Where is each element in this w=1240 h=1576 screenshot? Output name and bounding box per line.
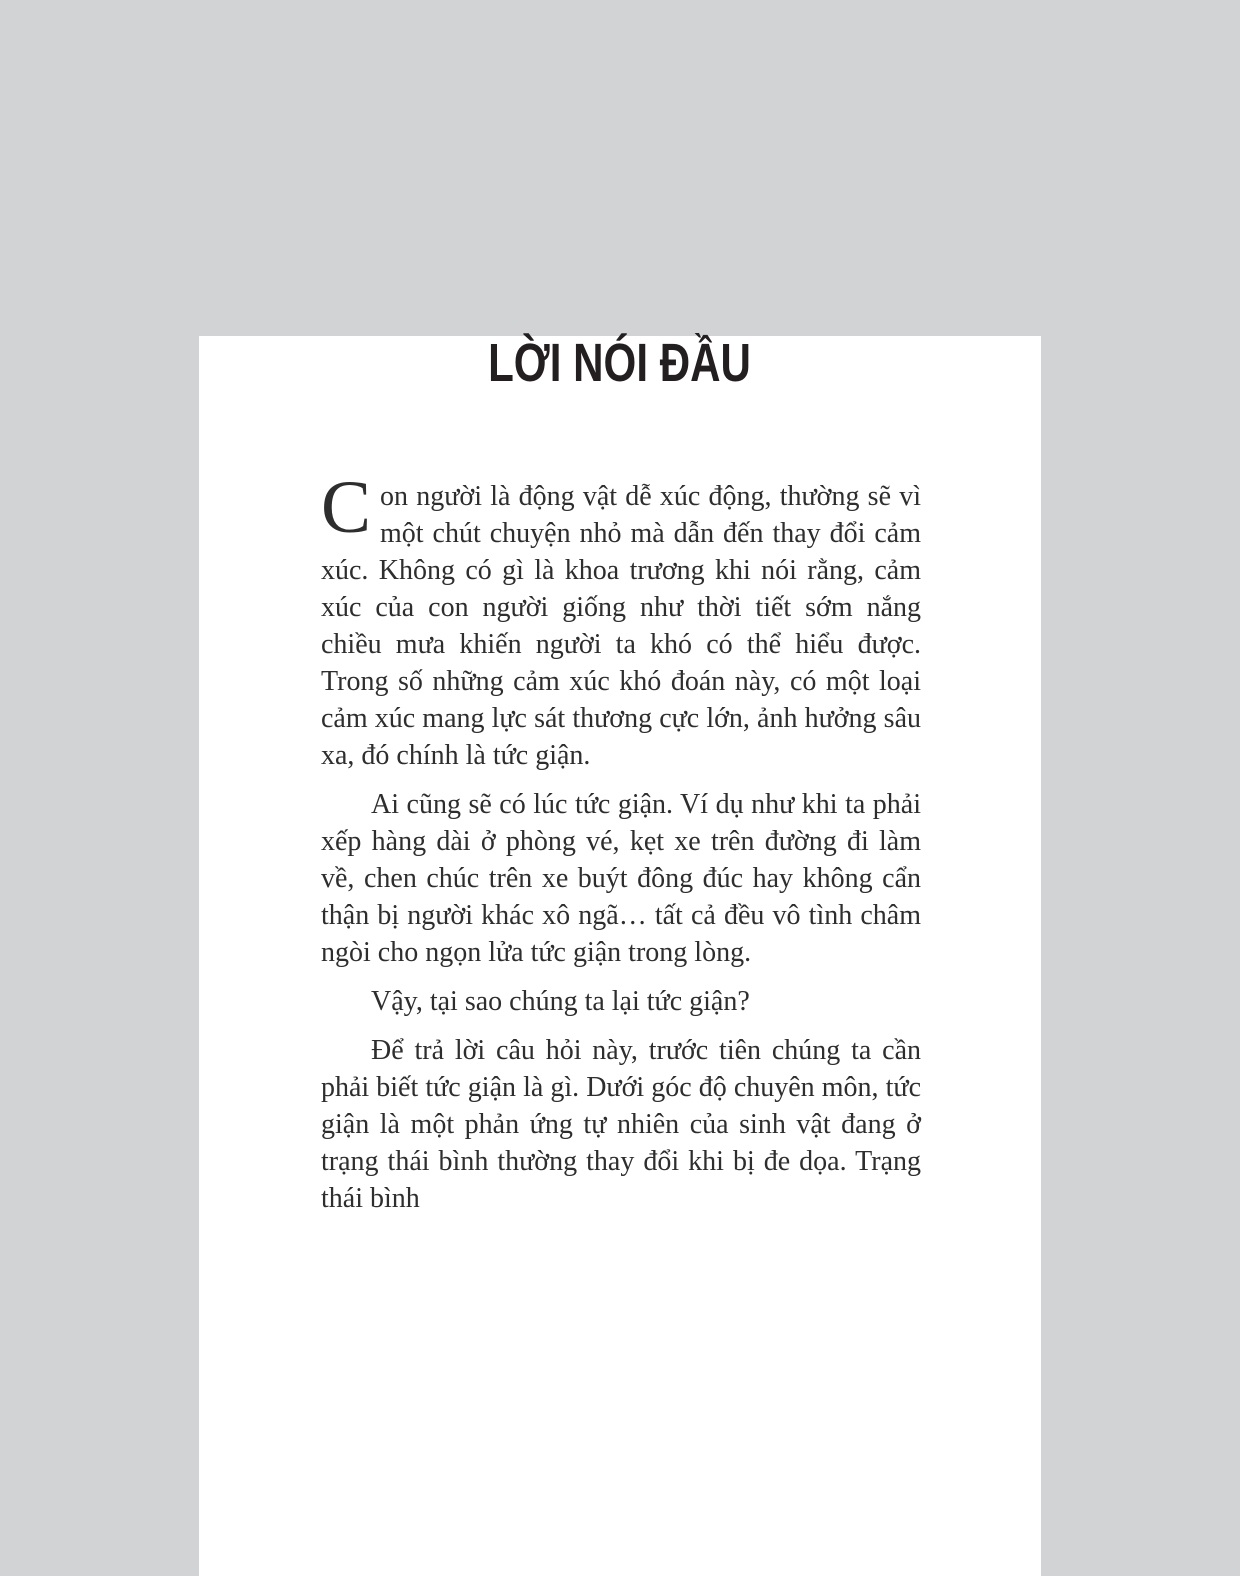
paragraph-text: Vậy, tại sao chúng ta lại tức giận?	[371, 986, 750, 1017]
chapter-title	[199, 333, 1041, 393]
paragraph	[321, 1032, 921, 1217]
paragraph	[321, 786, 921, 971]
screenshot-root	[0, 333, 1240, 1576]
paragraph-text: Để trả lời câu hỏi này, trước tiên chúng ta cần phải biết tức giận là gì. Dưới góc độ chuyên môn, tức giận là một phản ứng tự nhiên của sinh vật đang ở trạng thái bình thường thay đổi khi bị đe dọa. Trạng thái bình	[321, 1035, 921, 1214]
book-page	[199, 333, 1041, 1576]
paragraph	[321, 466, 921, 774]
paragraph-text: Ai cũng sẽ có lúc tức giận. Ví dụ như khi ta phải xếp hàng dài ở phòng vé, kẹt xe trên đường đi làm về, chen chúc trên xe buýt đông đúc hay không cẩn thận bị người khác xô ngã… tất cả đều vô tình châm ngòi cho ngọn lửa tức giận trong lòng.	[321, 789, 921, 968]
paragraph-text: on người là động vật dễ xúc động, thường sẽ vì một chút chuyện nhỏ mà dẫn đến thay đổi cảm xúc. Không có gì là khoa trương khi nói rằng, cảm xúc của con người giống như thời tiết sớm nắng chiều mưa khiến người ta khó có thể hiểu được. Trong số những cảm xúc khó đoán này, có một loại cảm xúc mang lực sát thương cực lớn, ảnh hưởng sâu xa, đó chính là tức giận.	[321, 481, 921, 771]
chapter-title-text: LỜI NÓI ĐẦU	[488, 333, 752, 393]
drop-cap: C	[321, 466, 372, 549]
paragraph	[321, 983, 921, 1020]
body-text-block	[321, 466, 921, 1217]
